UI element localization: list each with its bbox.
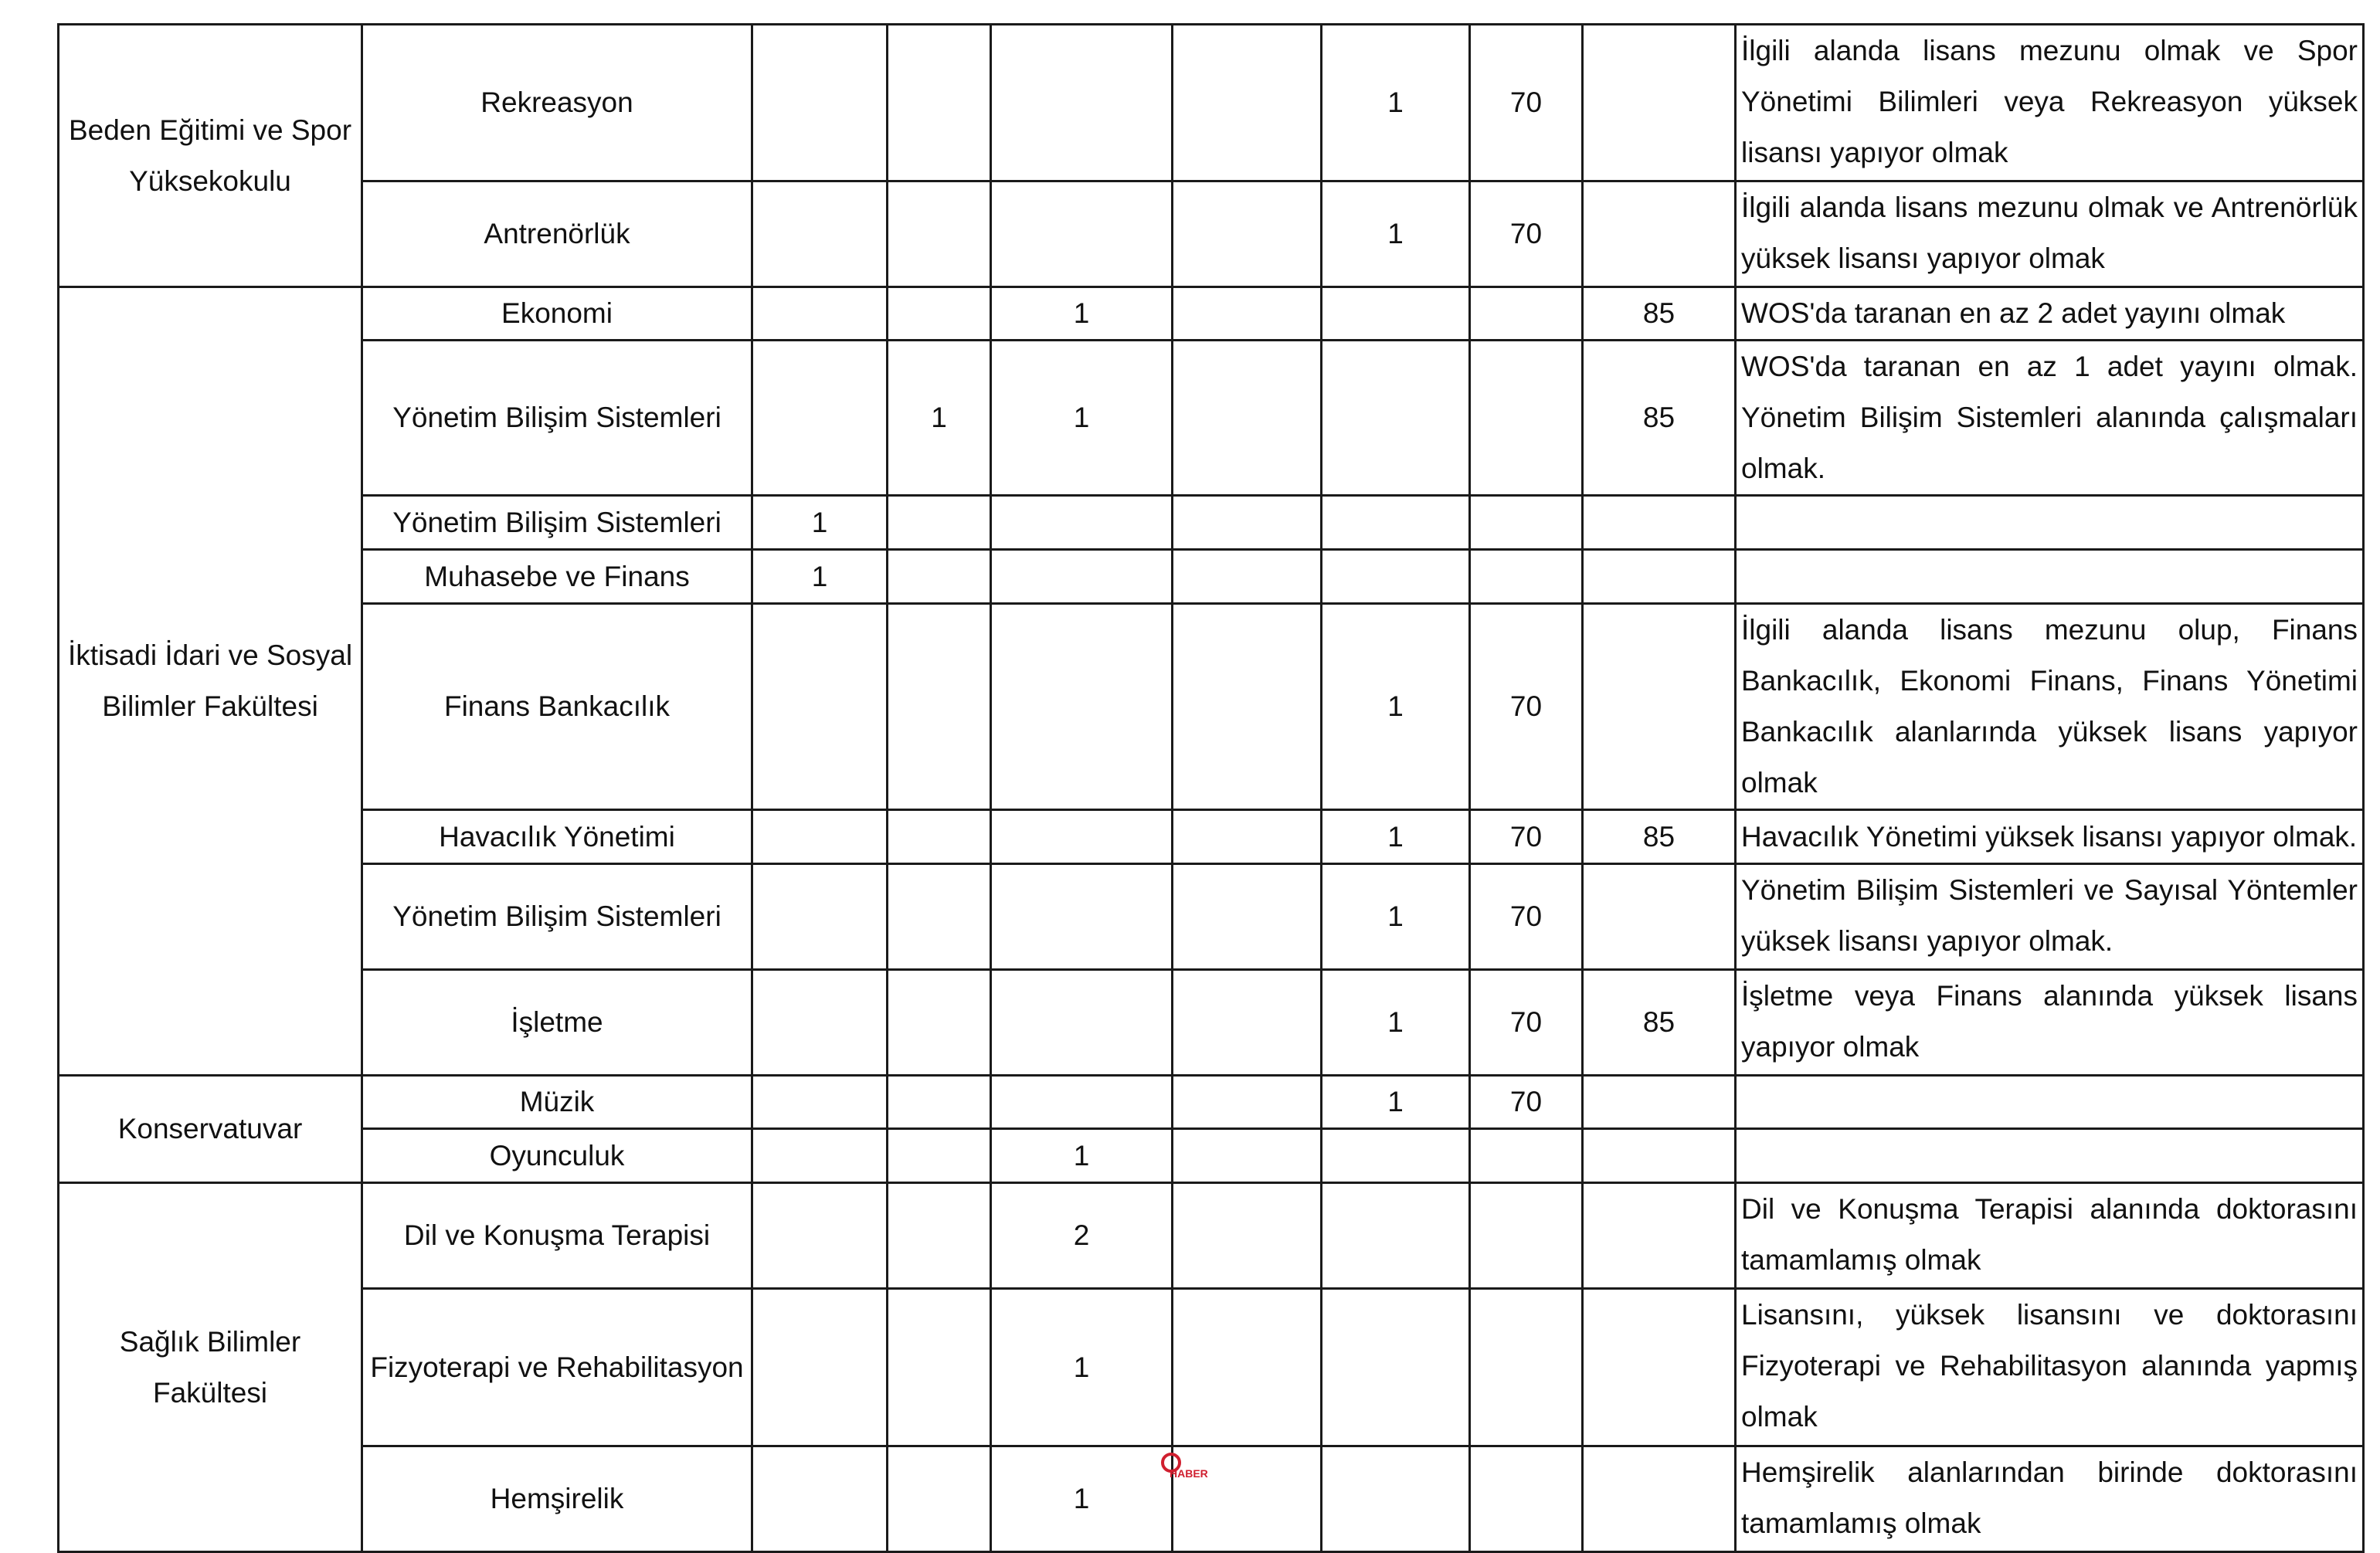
requirement-cell: İşletme veya Finans alanında yüksek lisans yapıyor olmak — [1736, 970, 2364, 1076]
value-cell-col-6 — [1470, 1446, 1583, 1552]
value-cell-col-2 — [888, 970, 991, 1076]
value-cell-col-2 — [888, 287, 991, 341]
value-cell-col-2 — [888, 1183, 991, 1289]
value-cell-col-6: 70 — [1470, 810, 1583, 864]
table-row — [59, 864, 2364, 970]
watermark-logo-text: HABER — [1170, 1467, 1208, 1480]
value-cell-col-1 — [752, 1289, 888, 1446]
value-cell-col-6: 70 — [1470, 864, 1583, 970]
value-cell-col-4 — [1173, 604, 1322, 810]
value-cell-col-1 — [752, 1446, 888, 1552]
value-cell-col-1 — [752, 1076, 888, 1129]
value-cell-col-5: 1 — [1322, 810, 1470, 864]
value-cell-col-6: 70 — [1470, 25, 1583, 181]
value-cell-col-5: 1 — [1322, 970, 1470, 1076]
value-cell-col-1: 1 — [752, 550, 888, 604]
program-name-cell: Antrenörlük — [362, 181, 752, 287]
table-row — [59, 550, 2364, 604]
table-row — [59, 1076, 2364, 1129]
value-cell-col-6 — [1470, 1289, 1583, 1446]
program-name-cell: Fizyoterapi ve Rehabilitasyon — [362, 1289, 752, 1446]
value-cell-col-3 — [991, 810, 1173, 864]
requirement-cell — [1736, 1129, 2364, 1183]
requirement-cell: WOS'da taranan en az 1 adet yayını olmak. Yönetim Bilişim Sistemleri alanında çalışmaları olmak. — [1736, 341, 2364, 496]
value-cell-col-7 — [1583, 1289, 1736, 1446]
value-cell-col-4 — [1173, 287, 1322, 341]
value-cell-col-7: 85 — [1583, 341, 1736, 496]
value-cell-col-2 — [888, 496, 991, 550]
value-cell-col-3: 1 — [991, 1129, 1173, 1183]
value-cell-col-5 — [1322, 496, 1470, 550]
value-cell-col-7 — [1583, 181, 1736, 287]
value-cell-col-3 — [991, 181, 1173, 287]
value-cell-col-7 — [1583, 864, 1736, 970]
value-cell-col-6: 70 — [1470, 1076, 1583, 1129]
value-cell-col-1 — [752, 1183, 888, 1289]
value-cell-col-7: 85 — [1583, 287, 1736, 341]
value-cell-col-3 — [991, 550, 1173, 604]
requirement-cell: Lisansını, yüksek lisansını ve doktorasını Fizyoterapi ve Rehabilitasyon alanında yapmış olmak — [1736, 1289, 2364, 1446]
value-cell-col-5 — [1322, 1183, 1470, 1289]
value-cell-col-2 — [888, 604, 991, 810]
program-name-cell: Yönetim Bilişim Sistemleri — [362, 496, 752, 550]
table-row — [59, 287, 2364, 341]
table-row — [59, 810, 2364, 864]
value-cell-col-5 — [1322, 1129, 1470, 1183]
value-cell-col-5: 1 — [1322, 25, 1470, 181]
value-cell-col-6 — [1470, 1129, 1583, 1183]
requirement-cell: Yönetim Bilişim Sistemleri ve Sayısal Yöntemler yüksek lisansı yapıyor olmak. — [1736, 864, 2364, 970]
table-row — [59, 341, 2364, 496]
value-cell-col-1 — [752, 864, 888, 970]
value-cell-col-4 — [1173, 550, 1322, 604]
value-cell-col-2 — [888, 1076, 991, 1129]
value-cell-col-3: 1 — [991, 287, 1173, 341]
value-cell-col-6: 70 — [1470, 970, 1583, 1076]
value-cell-col-3 — [991, 25, 1173, 181]
value-cell-col-5 — [1322, 341, 1470, 496]
table-row — [59, 1289, 2364, 1446]
value-cell-col-3 — [991, 864, 1173, 970]
faculty-name-cell: Konservatuvar — [59, 1076, 362, 1183]
program-name-cell: Rekreasyon — [362, 25, 752, 181]
value-cell-col-5: 1 — [1322, 181, 1470, 287]
value-cell-col-6: 70 — [1470, 604, 1583, 810]
value-cell-col-4 — [1173, 496, 1322, 550]
requirement-cell: Havacılık Yönetimi yüksek lisansı yapıyor olmak. — [1736, 810, 2364, 864]
program-name-cell: Havacılık Yönetimi — [362, 810, 752, 864]
value-cell-col-1 — [752, 25, 888, 181]
value-cell-col-7 — [1583, 1446, 1736, 1552]
value-cell-col-4 — [1173, 341, 1322, 496]
value-cell-col-2 — [888, 550, 991, 604]
program-name-cell: Müzik — [362, 1076, 752, 1129]
value-cell-col-2 — [888, 864, 991, 970]
value-cell-col-4 — [1173, 25, 1322, 181]
program-name-cell: Dil ve Konuşma Terapisi — [362, 1183, 752, 1289]
value-cell-col-4 — [1173, 864, 1322, 970]
value-cell-col-3: 1 — [991, 1289, 1173, 1446]
program-name-cell: Ekonomi — [362, 287, 752, 341]
watermark-logo — [1159, 1452, 1221, 1480]
requirement-cell: İlgili alanda lisans mezunu olup, Finans Bankacılık, Ekonomi Finans, Finans Yönetimi Bankacılık alanlarında yüksek lisans yapıyor olmak — [1736, 604, 2364, 810]
value-cell-col-4 — [1173, 1076, 1322, 1129]
value-cell-col-6 — [1470, 550, 1583, 604]
value-cell-col-4 — [1173, 1129, 1322, 1183]
requirement-cell: WOS'da taranan en az 2 adet yayını olmak — [1736, 287, 2364, 341]
value-cell-col-6 — [1470, 496, 1583, 550]
value-cell-col-2: 1 — [888, 341, 991, 496]
value-cell-col-3: 1 — [991, 1446, 1173, 1552]
value-cell-col-7: 85 — [1583, 970, 1736, 1076]
table-body — [59, 25, 2364, 1552]
value-cell-col-1 — [752, 341, 888, 496]
value-cell-col-5: 1 — [1322, 1076, 1470, 1129]
value-cell-col-7 — [1583, 550, 1736, 604]
table-row — [59, 181, 2364, 287]
value-cell-col-5: 1 — [1322, 864, 1470, 970]
value-cell-col-1 — [752, 970, 888, 1076]
value-cell-col-5 — [1322, 550, 1470, 604]
value-cell-col-3 — [991, 970, 1173, 1076]
program-name-cell: Oyunculuk — [362, 1129, 752, 1183]
value-cell-col-2 — [888, 25, 991, 181]
value-cell-col-4 — [1173, 1289, 1322, 1446]
value-cell-col-7 — [1583, 604, 1736, 810]
position-table-wrapper — [57, 23, 2362, 1553]
value-cell-col-1 — [752, 1129, 888, 1183]
value-cell-col-6: 70 — [1470, 181, 1583, 287]
value-cell-col-7 — [1583, 1183, 1736, 1289]
value-cell-col-3 — [991, 496, 1173, 550]
value-cell-col-4 — [1173, 1183, 1322, 1289]
value-cell-col-1 — [752, 287, 888, 341]
value-cell-col-3 — [991, 1076, 1173, 1129]
program-name-cell: Muhasebe ve Finans — [362, 550, 752, 604]
value-cell-col-1 — [752, 604, 888, 810]
requirement-cell: İlgili alanda lisans mezunu olmak ve Spor Yönetimi Bilimleri veya Rekreasyon yüksek lisansı yapıyor olmak — [1736, 25, 2364, 181]
value-cell-col-4 — [1173, 970, 1322, 1076]
table-row — [59, 496, 2364, 550]
value-cell-col-2 — [888, 1446, 991, 1552]
table-row — [59, 1183, 2364, 1289]
table-row — [59, 604, 2364, 810]
value-cell-col-7 — [1583, 496, 1736, 550]
requirement-cell — [1736, 550, 2364, 604]
value-cell-col-7 — [1583, 1076, 1736, 1129]
value-cell-col-2 — [888, 181, 991, 287]
value-cell-col-6 — [1470, 1183, 1583, 1289]
program-name-cell: Yönetim Bilişim Sistemleri — [362, 341, 752, 496]
value-cell-col-1 — [752, 810, 888, 864]
value-cell-col-7: 85 — [1583, 810, 1736, 864]
table-row — [59, 970, 2364, 1076]
requirement-cell: İlgili alanda lisans mezunu olmak ve Antrenörlük yüksek lisansı yapıyor olmak — [1736, 181, 2364, 287]
value-cell-col-5 — [1322, 1289, 1470, 1446]
value-cell-col-3: 1 — [991, 341, 1173, 496]
value-cell-col-6 — [1470, 341, 1583, 496]
value-cell-col-3: 2 — [991, 1183, 1173, 1289]
program-name-cell: İşletme — [362, 970, 752, 1076]
value-cell-col-2 — [888, 1129, 991, 1183]
value-cell-col-4 — [1173, 810, 1322, 864]
program-name-cell: Yönetim Bilişim Sistemleri — [362, 864, 752, 970]
requirement-cell — [1736, 1076, 2364, 1129]
requirement-cell: Hemşirelik alanlarından birinde doktorasını tamamlamış olmak — [1736, 1446, 2364, 1552]
value-cell-col-5 — [1322, 1446, 1470, 1552]
value-cell-col-1 — [752, 181, 888, 287]
table-row — [59, 25, 2364, 181]
value-cell-col-7 — [1583, 1129, 1736, 1183]
value-cell-col-6 — [1470, 287, 1583, 341]
value-cell-col-4 — [1173, 181, 1322, 287]
value-cell-col-5: 1 — [1322, 604, 1470, 810]
value-cell-col-7 — [1583, 25, 1736, 181]
value-cell-col-2 — [888, 1289, 991, 1446]
faculty-name-cell: İktisadi İdari ve Sosyal Bilimler Fakültesi — [59, 287, 362, 1076]
requirement-cell: Dil ve Konuşma Terapisi alanında doktorasını tamamlamış olmak — [1736, 1183, 2364, 1289]
program-name-cell: Hemşirelik — [362, 1446, 752, 1552]
faculty-name-cell: Beden Eğitimi ve Spor Yüksekokulu — [59, 25, 362, 287]
table-row — [59, 1129, 2364, 1183]
value-cell-col-2 — [888, 810, 991, 864]
requirement-cell — [1736, 496, 2364, 550]
faculty-name-cell: Sağlık Bilimler Fakültesi — [59, 1183, 362, 1552]
value-cell-col-5 — [1322, 287, 1470, 341]
value-cell-col-1: 1 — [752, 496, 888, 550]
academic-positions-table — [57, 23, 2365, 1553]
value-cell-col-3 — [991, 604, 1173, 810]
program-name-cell: Finans Bankacılık — [362, 604, 752, 810]
